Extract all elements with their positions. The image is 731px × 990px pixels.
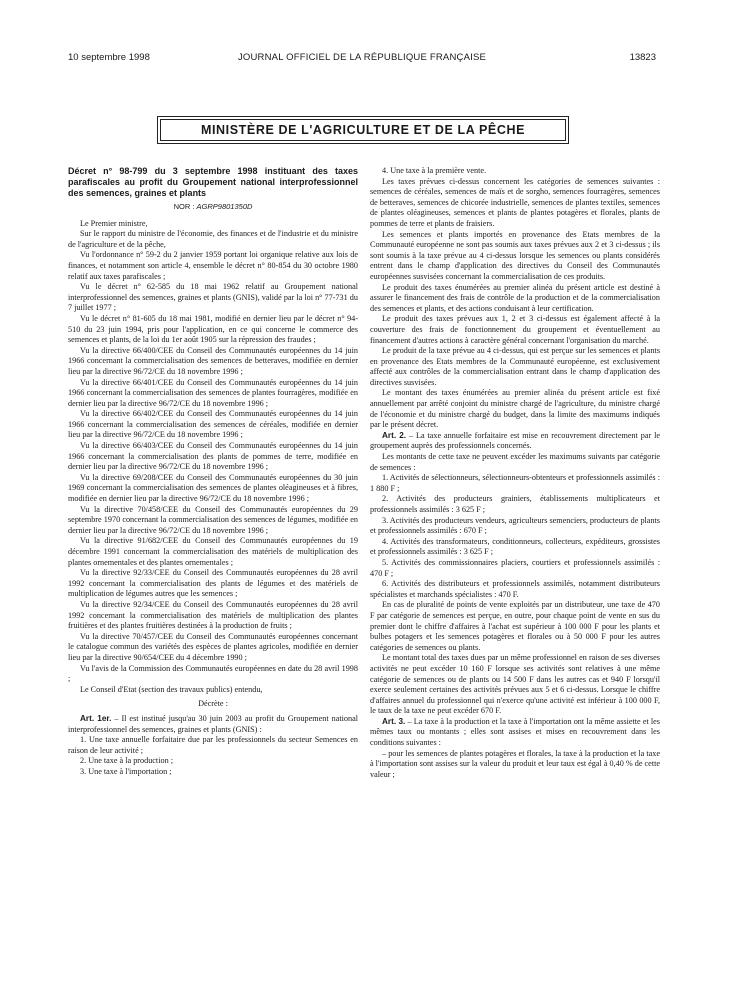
paragraph: Vu le décret n° 62-585 du 18 mai 1962 relatif au Groupement national interprofessionnel des semences, graines et plants (GNIS), validé par la loi n° 77-731 du 7 juillet 1977 ; [68, 282, 358, 313]
article-3-label: Art. 3. [382, 716, 406, 726]
paragraph: Vu le décret n° 81-605 du 18 mai 1981, modifié en dernier lieu par le décret n° 94-510 du 23 juin 1994, pris pour l'application, en ce qui concerne le commerce des semences et plants, de la loi du 1er août 1905 sur la répression des fraudes ; [68, 313, 358, 345]
list-item: 2. Une taxe à la production ; [80, 756, 173, 766]
article-1 [68, 714, 358, 735]
paragraph: Vu la directive 66/401/CEE du Conseil des Communautés européennes du 14 juin 1966 concernant la commercialisation des semences de plantes fourragères, modifiée en dernier lieu par la directive 96/72/CE du 18 novembre 1996 ; [68, 377, 358, 408]
ministry-title: MINISTÈRE DE L'AGRICULTURE ET DE LA PÊCHE [200, 123, 526, 137]
right-column [370, 166, 660, 780]
paragraph: Le montant des taxes énumérées au premier alinéa du présent article est fixé annuellement par arrêté conjoint du ministre chargé de l'agriculture, du ministre chargé de l'économie et du ministre chargé du budget, dans la limite des maximums indiqués par le présent décret. [370, 388, 660, 430]
visas-list [68, 219, 358, 696]
paragraph: Vu l'ordonnance n° 59-2 du 2 janvier 1959 portant loi organique relative aux lois de finances, et notamment son article 4, ensemble le décret n° 80-854 du 30 octobre 1980 relatif aux taxes parafiscales ; [68, 250, 358, 281]
paragraph: 4. Activités des transformateurs, conditionneurs, collecteurs, expéditeurs, grossistes et professionnels assimilés : 3 625 F ; [370, 536, 660, 557]
paragraph: 3. Activités des producteurs vendeurs, agriculteurs semenciers, producteurs de plants et professionnels assimilés : 670 F ; [370, 515, 660, 536]
paragraph: Les semences et plants importés en provenance des Etats membres de la Communauté européenne ne sont pas soumis aux taxes prévues aux 2 et 3 ci-dessus ; ils sont soumis à la taxe prévue au 4 ci-dessus lorsque les semences ou plants considérés entrent dans le champ d'application des directives du Conseil des Communautés européennes susvisées concernant la commercialisation de ces produits. [370, 229, 660, 281]
list-item: – pour les semences de plantes potagères et florales, la taxe à la production et la taxe à l'importation sont assises sur la valeur du produit et leur taux est égal à 0,40 % de cette valeur ; [370, 748, 661, 779]
paragraph: Vu l'avis de la Commission des Communautés européennes en date du 28 avril 1998 ; [68, 663, 358, 684]
article-3-items [370, 749, 660, 781]
issue-date: 10 septembre 1998 [68, 52, 150, 63]
list-item: 1. Une taxe annuelle forfaitaire due par les professionnels du secteur Semences en raison de leur activité ; [68, 735, 358, 755]
paragraph: Vu la directive 66/403/CEE du Conseil des Communautés européennes du 14 juin 1966 concernant la commercialisation des plants de pommes de terre, modifiée en dernier lieu par la directive 96/72/CE du 18 novembre 1996 ; [68, 441, 358, 472]
article-1-label: Art. 1er. [80, 713, 112, 723]
paragraph: 5. Activités des commissionnaires placiers, courtiers et professionnels assimilés : 470 F ; [370, 557, 660, 578]
paragraph: Le produit des taxes prévues aux 1, 2 et 3 ci-dessus est également affecté à la couverture des frais de fonctionnement du groupement et éventuellement au financement d'autres actions à caractère général concernant l'organisation du marché. [370, 314, 660, 345]
decrete-heading: Décrète : [198, 699, 228, 709]
paragraph: Vu la directive 66/400/CEE du Conseil des Communautés européennes du 14 juin 1966 concernant la commercialisation des semences de betteraves, modifiée en dernier lieu par la directive 96/72/CE du 18 novembre 1996 ; [68, 345, 358, 376]
decree-title: Décret n° 98-799 du 3 septembre 1998 instituant des taxes parafiscales au profit du Groupement national interprofessionnel des semences, graines et plants [68, 166, 358, 198]
article-2-paragraphs [370, 452, 660, 717]
article-2-text: – La taxe annuelle forfaitaire est mise en recouvrement directement par le groupement auprès des professionnels concernés. [370, 430, 660, 451]
paragraph: Le produit des taxes énumérées au premier alinéa du présent article est destiné à assurer le financement des frais de contrôle de la production et de la commercialisation des semences et plants, et des actions conduisant à leur certification. [370, 282, 660, 313]
article-3 [370, 717, 660, 749]
paragraph: 4. Une taxe à la première vente. [382, 166, 487, 175]
page-number: 13823 [629, 52, 656, 63]
page-header [68, 52, 656, 66]
list-item: 3. Une taxe à l'importation ; [80, 766, 172, 776]
paragraph: 2. Activités des producteurs grainiers, établissements multiplicateurs et professionnels assimilés : 3 625 F ; [370, 494, 660, 514]
paragraph: Vu la directive 70/457/CEE du Conseil des Communautés européennes concernant le catalogue commun des variétés des espèces de plantes agricoles, modifiée en dernier lieu par la directive 90/654/CEE du 4 décembre 1990 ; [68, 631, 358, 662]
ministry-banner [157, 116, 569, 144]
paragraph: En cas de pluralité de points de vente exploités par un distributeur, une taxe de 470 F par catégorie de semences est perçue, en outre, pour chaque point de vente en sus du premier dont le chiffre d'affaires à l'achat est supérieur à 100 000 F pour les plants et bulbes potagers et les semences potagères et florales ou à 50 000 F pour les autres catégories de semences ou plants. [370, 600, 660, 652]
paragraph: Le Conseil d'Etat (section des travaux publics) entendu, [80, 684, 263, 694]
paragraph: Vu la directive 92/34/CEE du Conseil des Communautés européennes du 28 avril 1992 concernant la commercialisation des matériels de multiplication des plantes fruitières et des plantes fruitières destinées à la production de fruits ; [68, 599, 358, 631]
paragraph: Le produit de la taxe prévue au 4 ci-dessus, qui est perçue sur les semences et plants en provenance des Etats membres de la Communauté européenne, est exclusivement affecté aux contrôles de la commercialisation entrant dans le champ d'application des directives susvisées. [370, 346, 660, 387]
paragraph: Les montants de cette taxe ne peuvent excéder les maximums suivants par catégorie de semences : [370, 452, 660, 472]
paragraph: 1. Activités de sélectionneurs, sélectionneurs-obtenteurs et professionnels assimilés : 1 880 F ; [370, 473, 660, 493]
paragraph: 6. Activités des distributeurs et professionnels assimilés, notamment distributeurs spécialistes et marchands spécialistes : 470 F. [370, 579, 660, 599]
paragraph: Vu la directive 69/208/CEE du Conseil des Communautés européennes du 30 juin 1969 concernant la commercialisation des semences de plantes oléagineuses et à fibres, modifiée en dernier lieu par la directive 96/72/CE du 18 novembre 1996 ; [68, 472, 358, 504]
paragraph: Vu la directive 70/458/CEE du Conseil des Communautés européennes du 29 septembre 1970 concernant la commercialisation des semences de légumes, modifiée en dernier lieu par la directive 96/72/CE du 18 novembre 1996 ; [68, 504, 358, 535]
journal-title: JOURNAL OFFICIEL DE LA RÉPUBLIQUE FRANÇAISE [237, 52, 487, 63]
nor-value: AGRP9801350D [196, 202, 253, 211]
article-2-label: Art. 2. [382, 430, 407, 440]
paragraph: Le Premier ministre, [80, 218, 148, 228]
paragraph: Les taxes prévues ci-dessus concernent les catégories de semences suivantes : semences de céréales, semences de maïs et de sorgho, semences fourragères, semences de betteraves, semences de chicorée industrielle, semences de plantes textiles, semences de plantes oléagineuses, semences et plants de plantes potagères et florales, plants de pommes de terre et plants de fraisiers. [370, 176, 660, 228]
nor-label: NOR : [173, 202, 195, 211]
paragraph: Vu la directive 66/402/CEE du Conseil des Communautés européennes du 14 juin 1966 concernant la commercialisation des semences de céréales, modifiée en dernier lieu par la directive 96/72/CE du 18 novembre 1996 ; [68, 409, 358, 440]
left-column [68, 166, 358, 777]
right-paragraphs [370, 166, 660, 431]
nor-reference [68, 202, 358, 213]
paragraph: Vu la directive 91/682/CEE du Conseil des Communautés européennes du 19 décembre 1991 concernant la commercialisation des matériels de multiplication des plantes ornementales et des plantes ornementales ; [68, 536, 358, 567]
article-1-items [68, 735, 358, 777]
paragraph: Sur le rapport du ministre de l'économie, des finances et de l'industrie et du ministre de l'agriculture et de la pêche, [68, 229, 358, 249]
paragraph: Vu la directive 92/33/CEE du Conseil des Communautés européennes du 28 avril 1992 concernant la commercialisation des plants de légumes et des matériels de multiplication de légumes autres que les semences ; [68, 568, 358, 599]
article-2 [370, 431, 660, 452]
article-3-text: – La taxe à la production et la taxe à l'importation ont la même assiette et les mêmes taux ou montants ; elles sont assises et mises en recouvrement dans les conditions suivantes : [370, 716, 660, 748]
article-1-text: – Il est institué jusqu'au 30 juin 2003 au profit du Groupement national interprofessionnel des semences, graines et plants (GNIS) : [68, 713, 358, 734]
paragraph: Le montant total des taxes dues par un même professionnel en raison de ses diverses activités ne peut excéder 10 160 F lorsque ses activités sont relatives à une même catégorie de semences ou de plants ou 14 500 F dans les autres cas et 940 F lorsqu'il exerce seulement certaines des activités prévues aux 5 et 6 ci-dessus. Lorsque le chiffre d'affaires annuel du professionnel qui n'exerce qu'une activité est inférieur à 100 000 F, le taux de la taxe ne peut excéder 670 F. [370, 653, 660, 716]
